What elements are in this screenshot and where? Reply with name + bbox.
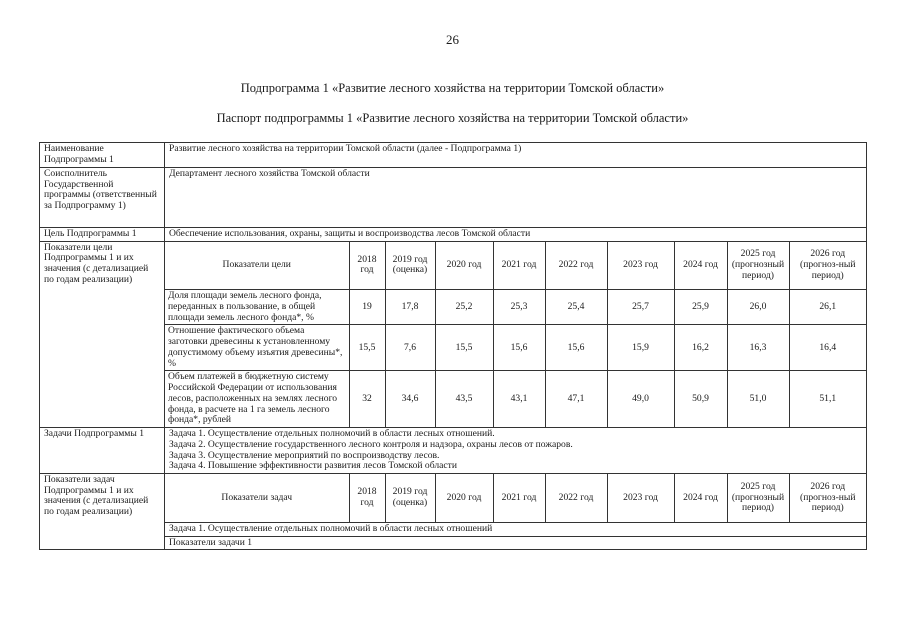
indicator-value: 16,3: [727, 325, 789, 371]
header-cell: 2021 год: [493, 474, 545, 522]
row-task1: [40, 522, 867, 536]
indicator-value: 19: [349, 290, 385, 325]
indicator-value: 43,5: [435, 371, 493, 427]
indicator-value: 25,3: [493, 290, 545, 325]
indicator-value: 7,6: [385, 325, 435, 371]
row-coexecutor: [40, 168, 867, 228]
indicator-value: 15,5: [435, 325, 493, 371]
row-goal-label: Цель Подпрограммы 1: [40, 228, 165, 242]
header-cell: 2020 год: [435, 242, 493, 290]
row-task-indicators-label: Показатели задач Подпрограммы 1 и их значения (с детализацией по годам реализации): [40, 473, 165, 549]
task1-title: Задача 1. Осуществление отдельных полномочий в области лесных отношений: [165, 522, 867, 536]
indicator-value: 17,8: [385, 290, 435, 325]
row-coexecutor-value: Департамент лесного хозяйства Томской области: [165, 168, 867, 228]
task-item: Задача 3. Осуществление мероприятий по воспроизводству лесов.: [169, 449, 440, 461]
indicator-value: 25,7: [607, 290, 674, 325]
task-item: Задача 1. Осуществление отдельных полномочий в области лесных отношений.: [169, 428, 495, 440]
indicator-value: 15,9: [607, 325, 674, 371]
header-cell: 2025 год (прогнозный период): [727, 474, 789, 522]
goal-indicators-header: [165, 242, 866, 290]
task-item: Задача 2. Осуществление государственного лесного контроля и надзора, охраны лесов от пожаров.: [169, 438, 573, 450]
goal-indicators-table: [165, 242, 866, 427]
header-cell: 2023 год: [607, 242, 674, 290]
table-row: [165, 325, 866, 371]
indicator-name: Доля площади земель лесного фонда, переданных в пользование, в общей площади земель лесного фонда*, %: [165, 290, 349, 325]
row-goal-indicators-label: Показатели цели Подпрограммы 1 и их значения (с детализацией по годам реализации): [40, 241, 165, 427]
subprogram-title: Подпрограмма 1 «Развитие лесного хозяйства на территории Томской области»: [240, 81, 665, 95]
row-task-indicators: [40, 473, 867, 522]
row-coexecutor-label: Соисполнитель Государственной программы (ответственный за Подпрограмму 1): [40, 168, 165, 228]
row-name-label: Наименование Подпрограммы 1: [40, 143, 165, 168]
header-cell: 2022 год: [545, 242, 607, 290]
row-goal: [40, 228, 867, 242]
row-tasks: [40, 428, 867, 474]
header-cell: 2026 год (прогноз-ный период): [789, 242, 866, 290]
indicator-value: 15,6: [545, 325, 607, 371]
header-cell: 2024 год: [674, 474, 727, 522]
header-cell: Показатели задач: [165, 474, 349, 522]
header-cell: 2022 год: [545, 474, 607, 522]
table-row: [165, 290, 866, 325]
task-indicators-table: [165, 474, 866, 522]
header-cell: 2018 год: [349, 242, 385, 290]
indicator-value: 51,1: [789, 371, 866, 427]
task1-indicators-label: Показатели задачи 1: [165, 536, 867, 550]
header-cell: 2018 год: [349, 474, 385, 522]
indicator-value: 43,1: [493, 371, 545, 427]
indicator-value: 15,6: [493, 325, 545, 371]
indicator-value: 49,0: [607, 371, 674, 427]
row-name-value: Развитие лесного хозяйства на территории Томской области (далее - Подпрограмма 1): [165, 143, 867, 168]
task-item: Задача 4. Повышение эффективности развития лесов Томской области: [169, 460, 457, 472]
header-cell: 2020 год: [435, 474, 493, 522]
header-cell: 2019 год (оценка): [385, 242, 435, 290]
row-task1-indicators: [40, 536, 867, 550]
indicator-value: 34,6: [385, 371, 435, 427]
indicator-value: 25,4: [545, 290, 607, 325]
indicator-value: 47,1: [545, 371, 607, 427]
indicator-value: 26,1: [789, 290, 866, 325]
indicator-name: Отношение фактического объема заготовки древесины к установленному допустимому объему изъятия древесины*, %: [165, 325, 349, 371]
page-number: 26: [446, 32, 459, 47]
passport-title: Паспорт подпрограммы 1 «Развитие лесного хозяйства на территории Томской области»: [216, 111, 689, 125]
table-row: [165, 371, 866, 427]
header-cell: Показатели цели: [165, 242, 349, 290]
indicator-value: 50,9: [674, 371, 727, 427]
indicator-value: 25,9: [674, 290, 727, 325]
row-tasks-value: [165, 428, 867, 474]
passport-table: [39, 142, 867, 550]
indicator-name: Объем платежей в бюджетную систему Российской Федерации от использования лесов, расположенных на землях лесного фонда, в расчете на 1 га земель лесного фонда*, рублей: [165, 371, 349, 427]
row-tasks-label: Задачи Подпрограммы 1: [40, 428, 165, 474]
indicator-value: 16,2: [674, 325, 727, 371]
header-cell: 2026 год (прогноз-ный период): [789, 474, 866, 522]
indicator-value: 15,5: [349, 325, 385, 371]
row-name: [40, 143, 867, 168]
indicator-value: 51,0: [727, 371, 789, 427]
row-goal-indicators: [40, 241, 867, 427]
task-indicators-header: [165, 474, 866, 522]
header-cell: 2025 год (прогнозный период): [727, 242, 789, 290]
row-goal-value: Обеспечение использования, охраны, защиты и воспроизводства лесов Томской области: [165, 228, 867, 242]
header-cell: 2021 год: [493, 242, 545, 290]
indicator-value: 26,0: [727, 290, 789, 325]
header-cell: 2019 год (оценка): [385, 474, 435, 522]
header-cell: 2024 год: [674, 242, 727, 290]
indicator-value: 16,4: [789, 325, 866, 371]
header-cell: 2023 год: [607, 474, 674, 522]
indicator-value: 32: [349, 371, 385, 427]
indicator-value: 25,2: [435, 290, 493, 325]
